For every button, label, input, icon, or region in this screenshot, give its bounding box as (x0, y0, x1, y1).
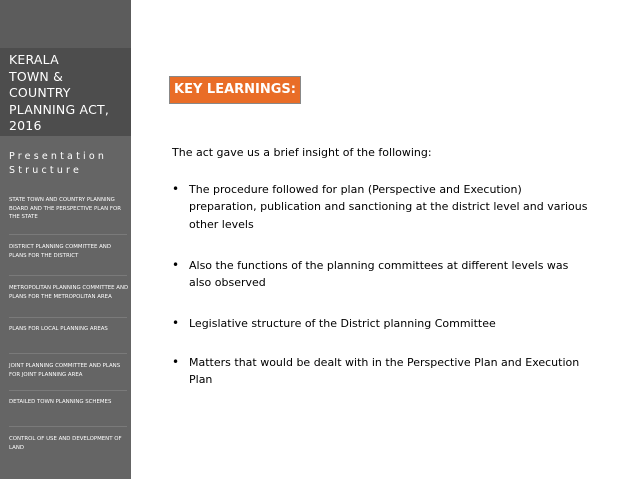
bullet-text: The procedure followed for plan (Perspective and Execution) preparation, publication and sanctioning at the district level and various other levels (189, 183, 588, 231)
bullet-item (172, 315, 592, 332)
nav-item-control-of-land[interactable]: CONTROL OF USE AND DEVELOPMENT OF LAND (9, 436, 122, 451)
bullet-dot: • (172, 182, 180, 196)
nav-divider (9, 317, 127, 318)
bullet-dot: • (172, 316, 180, 330)
sidebar-top-block (0, 0, 131, 48)
nav-divider (9, 234, 127, 235)
nav-item-district-planning[interactable]: DISTRICT PLANNING COMMITTEE AND PLANS FOR THE DISTRICT (9, 244, 111, 259)
nav-divider (9, 353, 127, 354)
bullet-text: Matters that would be dealt with in the Perspective Plan and Execution Plan (189, 356, 580, 387)
bullet-text: Legislative structure of the District planning Committee (189, 317, 496, 330)
nav-item-town-planning-schemes[interactable]: DETAILED TOWN PLANNING SCHEMES (9, 399, 112, 405)
bullet-text: Also the functions of the planning committees at different levels was also observed (189, 259, 569, 290)
presentation-title: KERALA TOWN & COUNTRY PLANNING ACT, 2016 (9, 52, 110, 134)
bullet-dot: • (172, 258, 180, 272)
structure-heading: Presentation Structure (9, 151, 108, 176)
bullet-item (172, 181, 592, 233)
nav-divider (9, 426, 127, 427)
nav-divider (9, 275, 127, 276)
nav-item-local-planning-areas[interactable]: PLANS FOR LOCAL PLANNING AREAS (9, 326, 108, 332)
bullet-item (172, 257, 592, 292)
nav-item-metropolitan-planning[interactable]: METROPOLITAN PLANNING COMMITTEE AND PLANS FOR THE METROPOLITAN AREA (9, 285, 129, 300)
bullet-item (172, 354, 592, 389)
nav-item-state-planning-board[interactable]: STATE TOWN AND COUNTRY PLANNING BOARD AND THE PERSPECTIVE PLAN FOR THE STATE (9, 197, 121, 221)
intro-text: The act gave us a brief insight of the following: (172, 146, 432, 159)
nav-divider (9, 390, 127, 391)
bullet-dot: • (172, 355, 180, 369)
nav-item-joint-planning[interactable]: JOINT PLANNING COMMITTEE AND PLANS FOR JOINT PLANNING AREA (9, 363, 121, 378)
key-learnings-heading: KEY LEARNINGS: (174, 82, 296, 97)
